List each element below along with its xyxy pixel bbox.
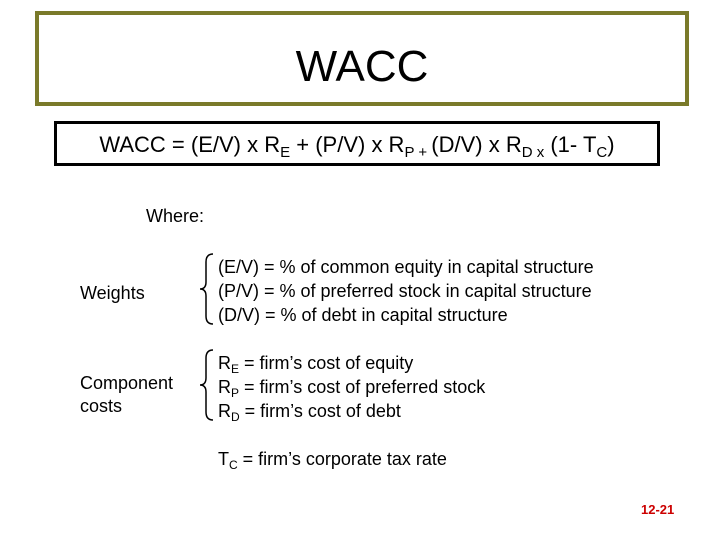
cost-equity-subscript: E (231, 362, 240, 376)
component-label: Component (80, 373, 174, 393)
formula-box (54, 121, 660, 166)
wacc-formula (57, 132, 657, 161)
formula-sub-4: C (596, 144, 608, 161)
cost-equity-line (218, 351, 413, 375)
cost-debt-text: = firm’s cost of debt (239, 401, 401, 421)
cost-equity-symbol: R (218, 353, 231, 373)
slide-number: 12-21 (641, 502, 675, 517)
weights-brace-icon (198, 252, 216, 326)
formula-part-5: ) (607, 132, 615, 157)
slide-title: WACC (295, 42, 429, 91)
weights-label: Weights (80, 283, 145, 303)
weight-preferred-line: (P/V) = % of preferred stock in capital structure (218, 281, 592, 301)
cost-debt-line (218, 399, 401, 423)
components-brace-icon (198, 348, 216, 422)
cost-preferred-text: = firm’s cost of preferred stock (239, 377, 486, 397)
tax-rate-line (218, 447, 447, 471)
weight-debt-line: (D/V) = % of debt in capital structure (218, 305, 508, 325)
costs-label: costs (80, 396, 123, 416)
formula-part-3: (D/V) x R (431, 132, 522, 157)
formula-sub-2: P + (404, 144, 432, 161)
where-label: Where: (146, 206, 205, 226)
tax-text: = firm’s corporate tax rate (237, 449, 447, 469)
tax-symbol: T (218, 449, 229, 469)
cost-preferred-subscript: P (231, 386, 240, 400)
formula-part-4: (1- T (544, 132, 597, 157)
cost-preferred-line (218, 375, 485, 399)
cost-debt-subscript: D (231, 410, 240, 424)
cost-equity-text: = firm’s cost of equity (239, 353, 414, 373)
cost-debt-symbol: R (218, 401, 231, 421)
title-box (35, 11, 689, 106)
cost-preferred-symbol: R (218, 377, 231, 397)
weight-equity-line: (E/V) = % of common equity in capital structure (218, 257, 594, 277)
formula-sub-3: D x (521, 144, 545, 161)
formula-part-2: + (P/V) x R (290, 132, 405, 157)
formula-part-1: WACC = (E/V) x R (99, 132, 281, 157)
tax-subscript: C (229, 458, 238, 472)
formula-sub-1: E (280, 144, 291, 161)
